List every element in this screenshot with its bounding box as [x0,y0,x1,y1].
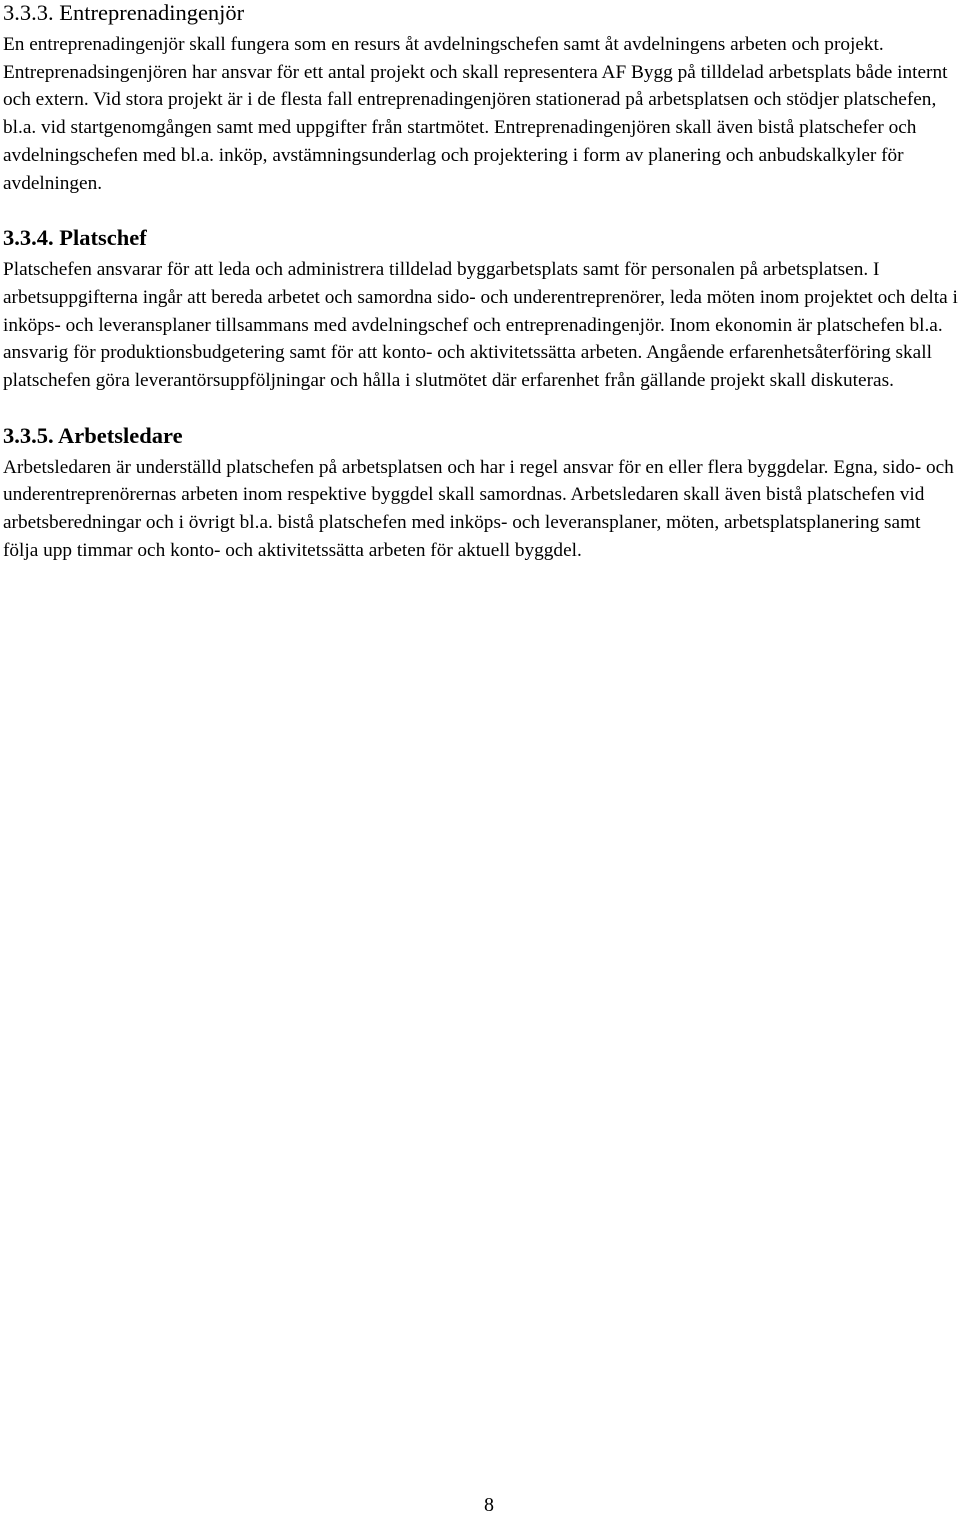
section-number: 3.3.3. [3,0,54,25]
section-body: Arbetsledaren är underställd platschefen på arbetsplatsen och har i regel ansvar för en eller flera byggdelar. Egna, sido- och underentreprenörernas arbeten inom respektive byggdel skall samordnas. Arbetsledaren skall även bistå platschefen vid arbetsberedningar och i övrigt bl.a. bistå platschefen med inköps- och leveransplaner, möten, arbetsplatsplanering samt följa upp timmar och konto- och aktivitetssätta arbeten för aktuell byggdel. [3,456,954,561]
document-page [3,0,960,565]
section-body: En entreprenadingenjör skall fungera som en resurs åt avdelningschefen samt åt avdelningens arbeten och projekt. Entreprenadsingenjören har ansvar för ett antal projekt och skall representera AF Bygg på tilldelad arbetsplats både internt och extern. Vid stora projekt är i de flesta fall entreprenadingenjören stationerad på arbetsplatsen och stödjer platschefen, bl.a. vid startgenomgången samt med uppgifter från startmötet. Entreprenadingenjören skall även bistå platschefer och avdelningschefen med bl.a. inköp, avstämningsunderlag och projektering i form av planering och anbudskalkyler för avdelningen. [3,34,948,194]
section-number: 3.3.5. [3,422,54,448]
page-number: 8 [484,1494,494,1516]
section-heading [3,225,960,251]
section-body: Platschefen ansvarar för att leda och administrera tilldelad byggarbetsplats samt för personalen på arbetsplatsen. I arbetsuppgifterna ingår att bereda arbetet och samordna sido- och underentreprenörer, leda möten inom projektet och delta i inköps- och leveransplaner tillsammans med avdelningschef och entreprenadingenjör. Inom ekonomin är platschefen bl.a. ansvarig för produktionsbudgetering samt för att konto- och aktivitetssätta arbeten. Angående erfarenhetsåterföring skall platschefen göra leverantörsuppföljningar och hålla i slutmötet där erfarenhet från gällande projekt skall diskuteras. [3,259,958,392]
section-heading [3,423,960,449]
section-title: Platschef [59,225,147,251]
section-entreprenadingenjor [3,0,960,197]
section-number: 3.3.4. [3,225,54,251]
section-heading [3,0,960,26]
section-title: Arbetsledare [58,422,183,448]
section-platschef [3,225,960,395]
section-title: Entreprenadingenjör [59,0,245,25]
section-arbetsledare [3,423,960,565]
